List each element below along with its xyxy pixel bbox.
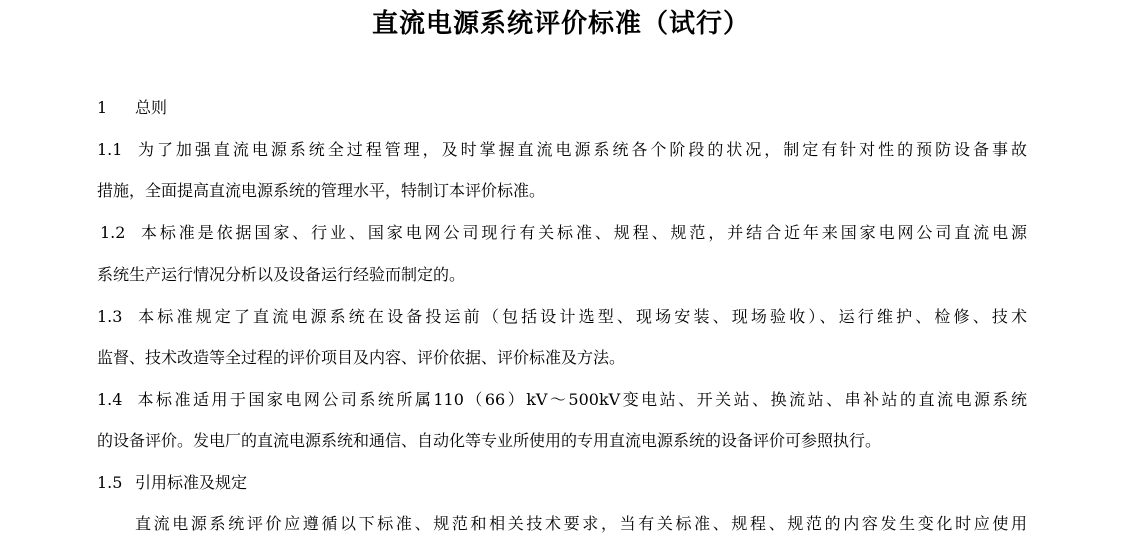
- para-1-3-line-1: [97, 306, 1027, 328]
- para-1-3-line-2: 监督、技术改造等全过程的评价项目及内容、评价依据、评价标准及方法。: [97, 348, 626, 367]
- section-1-heading: [97, 97, 167, 119]
- para-1-2-line-2: 系统生产运行情况分析以及设备运行经验而制定的。: [97, 265, 466, 284]
- section-title: 总则: [135, 98, 168, 117]
- section-number: 1: [97, 98, 108, 117]
- para-1-1-line-2: 措施，全面提高直流电源系统的管理水平，特制订本评价标准。: [97, 181, 546, 200]
- section-number: 1.2: [100, 223, 126, 242]
- para-1-1-line-1: [97, 139, 1027, 161]
- paragraph-text: 本标准适用于国家电网公司系统所属110（66）kV～500kV变电站、开关站、换流站、串补站的直流电源系统: [135, 390, 1027, 409]
- paragraph-text: 本标准规定了直流电源系统在设备投运前（包括设计选型、现场安装、现场验收）、运行维护、检修、技术: [135, 307, 1027, 326]
- para-1-2-line-1: [100, 222, 1027, 244]
- para-1-5-line-1: 直流电源系统评价应遵循以下标准、规范和相关技术要求，当有关标准、规程、规范的内容发生变化时应使用: [135, 514, 1027, 533]
- section-number: 1.3: [97, 307, 123, 326]
- document-title: 直流电源系统评价标准（试行）: [371, 9, 750, 39]
- section-title: 引用标准及规定: [135, 473, 248, 492]
- paragraph-text: 为了加强直流电源系统全过程管理，及时掌握直流电源系统各个阶段的状况，制定有针对性的预防设备事故: [135, 140, 1027, 159]
- section-number: 1.4: [97, 390, 123, 409]
- section-number: 1.5: [97, 473, 123, 492]
- para-1-4-line-1: [97, 389, 1027, 411]
- section-number: 1.1: [97, 140, 123, 159]
- section-1-5-heading: [97, 472, 247, 494]
- paragraph-text: 本标准是依据国家、行业、国家电网公司现行有关标准、规程、规范，并结合近年来国家电网公司直流电源: [138, 223, 1027, 242]
- para-1-4-line-2: 的设备评价。发电厂的直流电源系统和通信、自动化等专业所使用的专用直流电源系统的设备评价可参照执行。: [97, 431, 882, 450]
